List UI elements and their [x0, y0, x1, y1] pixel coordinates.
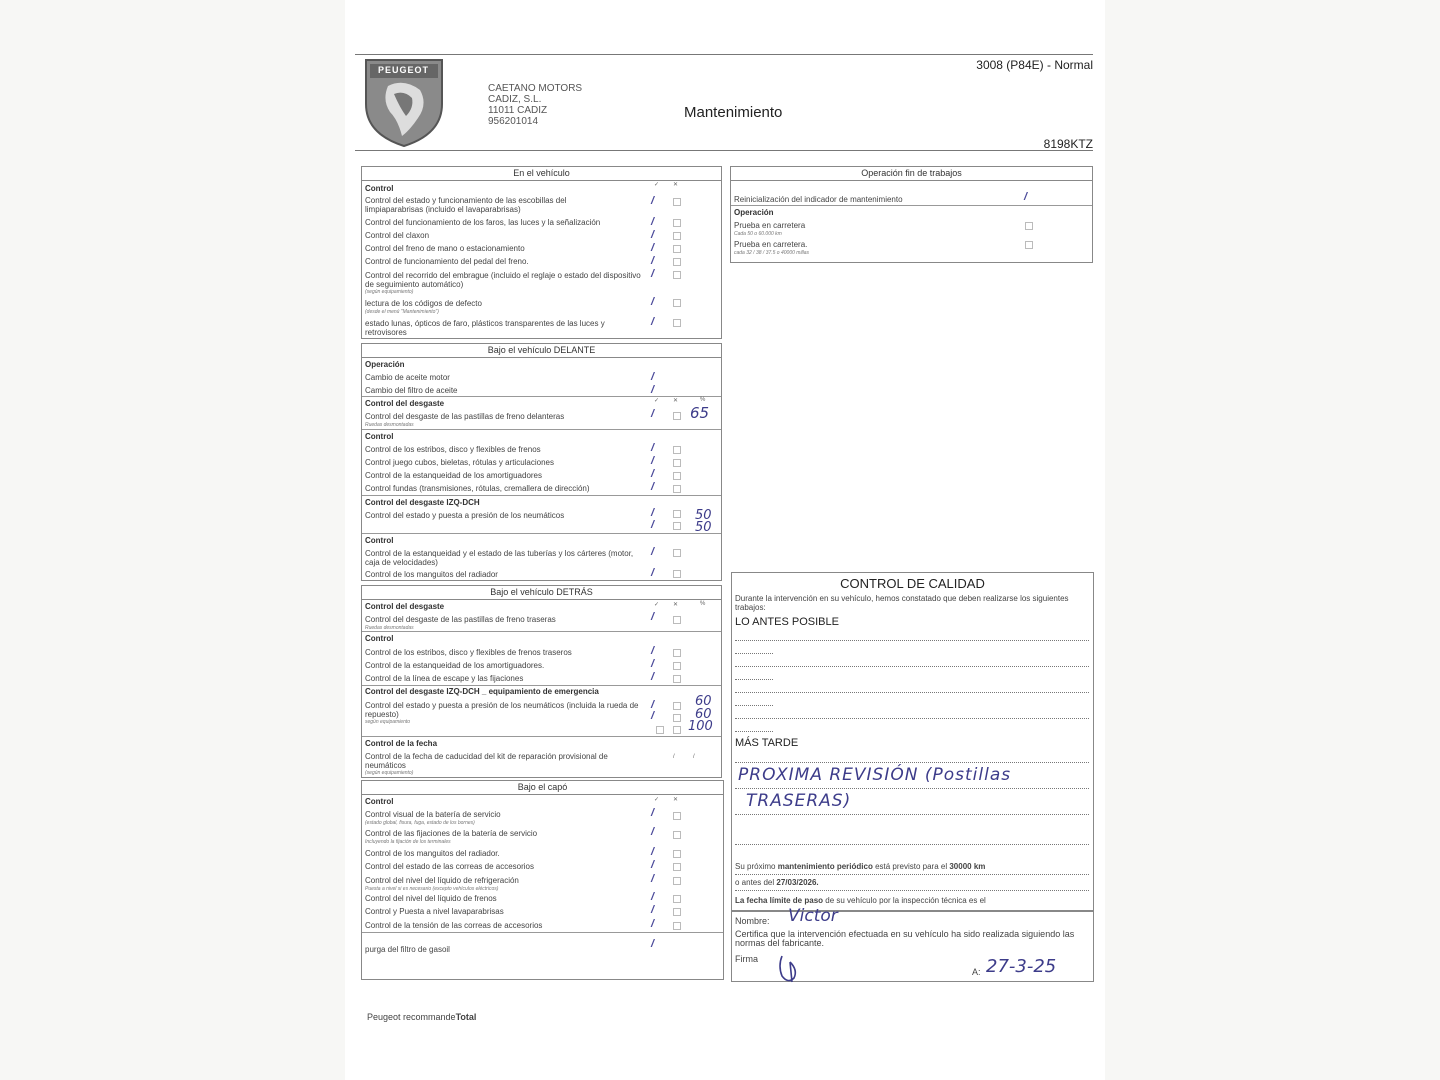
check-mark: /	[651, 507, 655, 519]
ok-col-header: ✓	[654, 398, 660, 404]
check-mark: /	[651, 658, 655, 670]
check-mark: /	[651, 481, 655, 493]
handwritten-note: PROXIMA REVISIÓN (Postillas	[738, 765, 1012, 785]
checkbox	[1025, 222, 1033, 230]
divider	[362, 932, 723, 933]
checkbox	[673, 245, 681, 253]
list-item: Control del nivel del líquido de frenos	[365, 894, 497, 903]
checkbox	[673, 446, 681, 454]
list-item: Control de la fecha de caducidad del kit de reparación provisional de neumáticos (según equipamiento)	[365, 752, 608, 776]
list-item: Control de la estanqueidad y el estado de las tuberías y los cárteres (motor, caja de velocidades)	[365, 549, 634, 567]
check-mark: /	[651, 195, 655, 207]
ok-col-header: ✓	[654, 797, 660, 803]
section-title: En el vehículo	[362, 167, 721, 181]
delante-box	[361, 343, 722, 581]
list-item: Control de las fijaciones de la batería de servicio Incluyendo la fijación de los terminales	[365, 829, 538, 845]
divider	[362, 495, 721, 496]
divider	[362, 429, 721, 430]
list-item: Cambio de aceite motor	[365, 373, 450, 382]
pct-col-header: %	[700, 397, 706, 403]
header-bottom-rule	[355, 150, 1093, 151]
list-item: purga del filtro de gasoil	[365, 945, 450, 954]
section-title: Bajo el capó	[362, 781, 723, 795]
check-mark: /	[651, 255, 655, 267]
capo-box	[361, 780, 724, 980]
checkbox	[673, 863, 681, 871]
checkbox	[673, 271, 681, 279]
check-mark: /	[651, 519, 655, 531]
check-mark: /	[651, 216, 655, 228]
check-mark: /	[651, 826, 655, 838]
checkbox	[673, 895, 681, 903]
checkbox	[656, 726, 664, 734]
list-item: Control de los estribos, disco y flexibles de frenos traseros	[365, 648, 572, 657]
handwritten-note: TRASERAS)	[746, 791, 852, 811]
list-item: Control del desgaste de las pastillas de freno traseras Ruedas desmontadas	[365, 615, 556, 631]
divider	[362, 631, 721, 632]
firma-label: Firma	[735, 954, 758, 964]
handwritten-percent: 50	[695, 508, 712, 523]
page-title: Mantenimiento	[684, 104, 783, 121]
check-mark: /	[651, 268, 655, 280]
checkbox	[673, 459, 681, 467]
checkbox	[673, 850, 681, 858]
check-mark: /	[651, 316, 655, 328]
check-mark: /	[651, 807, 655, 819]
group-label: Control del desgaste	[365, 602, 445, 611]
group-label: LO ANTES POSIBLE	[735, 616, 839, 628]
check-mark: /	[651, 873, 655, 885]
firma-box	[731, 906, 1094, 982]
check-mark: /	[651, 384, 655, 396]
company-legal: CADIZ, S.L.	[488, 94, 542, 105]
next-service-date: o antes del 27/03/2026.	[735, 878, 819, 887]
checkbox	[673, 198, 681, 206]
dotted-line	[735, 717, 1089, 719]
license-plate: 8198KTZ	[1043, 137, 1093, 151]
not-applicable-mark: /	[693, 754, 695, 760]
checkbox	[673, 702, 681, 710]
check-mark: /	[651, 710, 655, 722]
checkbox	[673, 675, 681, 683]
check-mark: /	[651, 468, 655, 480]
divider	[362, 736, 721, 737]
group-label: Control del desgaste IZQ-DCH	[365, 498, 480, 507]
checkbox	[673, 549, 681, 557]
dotted-line	[735, 843, 1089, 845]
list-item: Control de funcionamiento del pedal del freno.	[365, 257, 529, 266]
list-item: Control fundas (transmisiones, rótulas, cremallera de dirección)	[365, 484, 590, 493]
check-mark: /	[651, 455, 655, 467]
list-item: Cambio del filtro de aceite	[365, 386, 458, 395]
fin-trabajos-box	[730, 166, 1093, 263]
dotted-line	[735, 652, 773, 654]
group-label: Control	[365, 432, 394, 441]
list-item: Control del estado y puesta a presión de los neumáticos	[365, 511, 565, 520]
divider	[362, 533, 721, 534]
group-label: Control	[365, 797, 394, 806]
dotted-line	[735, 730, 773, 732]
checkbox	[673, 485, 681, 493]
list-item: Control de los manguitos del radiador.	[365, 849, 500, 858]
list-item: estado lunas, ópticos de faro, plásticos transparentes de las luces y retrovisores	[365, 319, 605, 337]
list-item: Control juego cubos, bieletas, rótulas y articulaciones	[365, 458, 554, 467]
check-mark: /	[651, 242, 655, 254]
checkbox	[673, 522, 681, 530]
dotted-line	[735, 639, 1089, 641]
not-applicable-mark: /	[673, 754, 675, 760]
header-top-rule	[355, 54, 1093, 55]
checkbox	[673, 831, 681, 839]
checkbox	[673, 616, 681, 624]
list-item: Control del funcionamiento de los faros, las luces y la señalización	[365, 218, 601, 227]
checkbox	[673, 649, 681, 657]
check-mark: /	[651, 442, 655, 454]
detras-box	[361, 585, 722, 778]
check-mark: /	[651, 938, 655, 950]
check-mark: /	[651, 859, 655, 871]
list-item: Control de los manguitos del radiador	[365, 570, 498, 579]
check-mark: /	[651, 296, 655, 308]
company-city: 11011 CADIZ	[488, 105, 548, 116]
handwritten-percent: 60	[695, 694, 712, 709]
checkbox	[673, 662, 681, 670]
section-title: Bajo el vehículo DETRÁS	[362, 586, 721, 600]
ko-col-header: ✕	[673, 182, 679, 188]
checkbox	[673, 219, 681, 227]
list-item: Control del nivel del líquido de refrigeración Puesta a nivel si es necesario (excepto vehículos eléctricos)	[365, 876, 519, 892]
dotted-line	[735, 704, 773, 706]
check-mark: /	[651, 918, 655, 930]
intro-text: Durante la intervención en su vehículo, hemos constatado que deben realizarse los siguientes trabajos:	[735, 594, 1069, 612]
checkbox	[673, 812, 681, 820]
handwritten-percent: 100	[688, 719, 713, 734]
company-phone: 956201014	[488, 116, 539, 127]
check-mark: /	[651, 671, 655, 683]
dotted-line	[735, 678, 773, 680]
control-calidad-box	[731, 572, 1094, 911]
certification-text: Certifica que la intervención efectuada en su vehículo ha sido realizada siguiendo las normas del fabricante.	[735, 929, 1075, 948]
check-mark: /	[651, 546, 655, 558]
section-title: Operación fin de trabajos	[731, 167, 1092, 181]
list-item: Reinicialización del indicador de mantenimiento	[734, 195, 903, 204]
list-item: Control visual de la batería de servicio (estado global, fisura, fuga, estado de los bornes)	[365, 810, 501, 826]
dotted-line	[735, 813, 1089, 815]
check-mark: /	[651, 567, 655, 579]
list-item: lectura de los códigos de defecto (desde el menú "Mantenimiento")	[365, 299, 482, 315]
group-label: Control del desgaste IZQ-DCH _ equipamiento de emergencia	[365, 687, 599, 696]
dotted-line	[735, 761, 1089, 763]
group-label: Control	[365, 536, 394, 545]
list-item: Control de la línea de escape y las fijaciones	[365, 674, 524, 683]
group-label: Control	[365, 634, 394, 643]
vehicle-model: 3008 (P84E) - Normal	[976, 58, 1093, 72]
itv-text: La fecha límite de paso de su vehículo por la inspección técnica es el	[735, 896, 986, 905]
check-mark: /	[651, 699, 655, 711]
group-label: Control del desgaste	[365, 399, 445, 408]
list-item: Control del freno de mano o estacionamiento	[365, 244, 525, 253]
nombre-label: Nombre:	[735, 916, 770, 926]
check-mark: /	[651, 904, 655, 916]
group-label: Operación	[734, 208, 774, 217]
brand-label: PEUGEOT	[378, 65, 430, 75]
checkbox	[673, 299, 681, 307]
signature	[776, 952, 802, 991]
group-label: MÁS TARDE	[735, 737, 799, 749]
dotted-line	[735, 665, 1089, 667]
handwritten-percent: 65	[690, 404, 710, 422]
check-mark: /	[651, 846, 655, 858]
divider	[731, 205, 1092, 206]
group-label: Control	[365, 184, 394, 193]
footer-text: Peugeot recommandeTotal	[367, 1012, 477, 1022]
company-address	[488, 83, 582, 127]
handwritten-percent: 50	[695, 520, 712, 535]
checkbox	[673, 319, 681, 327]
section-title: CONTROL DE CALIDAD	[840, 576, 985, 591]
check-mark: /	[651, 891, 655, 903]
ko-col-header: ✕	[673, 602, 679, 608]
divider	[362, 396, 721, 397]
next-service-text: Su próximo mantenimiento periódico está previsto para el 30000 km	[735, 862, 986, 871]
ko-col-header: ✕	[673, 797, 679, 803]
list-item: Prueba en carretera. cada 32 / 38 / 37.5 o 40000 millas	[734, 240, 810, 256]
list-item: Control del estado de las correas de accesorios	[365, 862, 534, 871]
list-item: Control de los estribos, disco y flexibles de frenos	[365, 445, 541, 454]
company-name: CAETANO MOTORS	[488, 83, 583, 94]
check-mark: /	[651, 408, 655, 420]
divider	[362, 685, 721, 686]
group-label: Operación	[365, 360, 405, 369]
checkbox	[673, 908, 681, 916]
handwritten-name: Victor	[788, 906, 838, 926]
handwritten-percent: 60	[695, 707, 712, 722]
checkbox	[673, 472, 681, 480]
list-item: Control de la tensión de las correas de accesorios	[365, 921, 543, 930]
check-mark: /	[1024, 191, 1028, 203]
pct-col-header: %	[700, 601, 706, 607]
check-mark: /	[651, 611, 655, 623]
checkbox	[673, 232, 681, 240]
list-item: Control del estado y funcionamiento de las escobillas del limpiaparabrisas (incluido el lavaparabrisas)	[365, 196, 567, 214]
checkbox	[673, 714, 681, 722]
checkbox	[673, 877, 681, 885]
ok-col-header: ✓	[654, 602, 660, 608]
group-label: Control de la fecha	[365, 739, 438, 748]
checkbox	[673, 258, 681, 266]
checkbox	[1025, 241, 1033, 249]
checkbox	[673, 412, 681, 420]
ok-col-header: ✓	[654, 182, 660, 188]
checkbox	[673, 570, 681, 578]
check-mark: /	[651, 371, 655, 383]
check-mark: /	[651, 229, 655, 241]
list-item: Control de la estanqueidad de los amortiguadores	[365, 471, 543, 480]
dotted-line	[735, 787, 1089, 789]
handwritten-date: 27-3-25	[986, 956, 1057, 977]
list-item: Control del desgaste de las pastillas de freno delanteras Ruedas desmontadas	[365, 412, 565, 428]
list-item: Prueba en carretera Cada 50 o 60.000 km	[734, 221, 806, 237]
checkbox	[673, 922, 681, 930]
list-item: Control del recorrido del embrague (incluido el reglaje o estado del dispositivo de seguimiento automático) (según equipamiento)	[365, 271, 641, 295]
checkbox	[673, 510, 681, 518]
checkbox	[673, 726, 681, 734]
check-mark: /	[651, 645, 655, 657]
dotted-line	[735, 873, 1089, 875]
peugeot-logo	[358, 56, 450, 148]
list-item: Control y Puesta a nivel lavaparabrisas	[365, 907, 504, 916]
list-item: Control del claxon	[365, 231, 430, 240]
list-item: Control del estado y puesta a presión de los neumáticos (incluida la rueda de repuesto) según equipamiento	[365, 701, 639, 725]
dotted-line	[735, 889, 1089, 891]
ko-col-header: ✕	[673, 398, 679, 404]
list-item: Control de la estanqueidad de los amortiguadores.	[365, 661, 545, 670]
dotted-line	[735, 691, 1089, 693]
fecha-label: A:	[972, 967, 981, 977]
en-el-vehiculo-box	[361, 166, 722, 339]
section-title: Bajo el vehículo DELANTE	[362, 344, 721, 358]
